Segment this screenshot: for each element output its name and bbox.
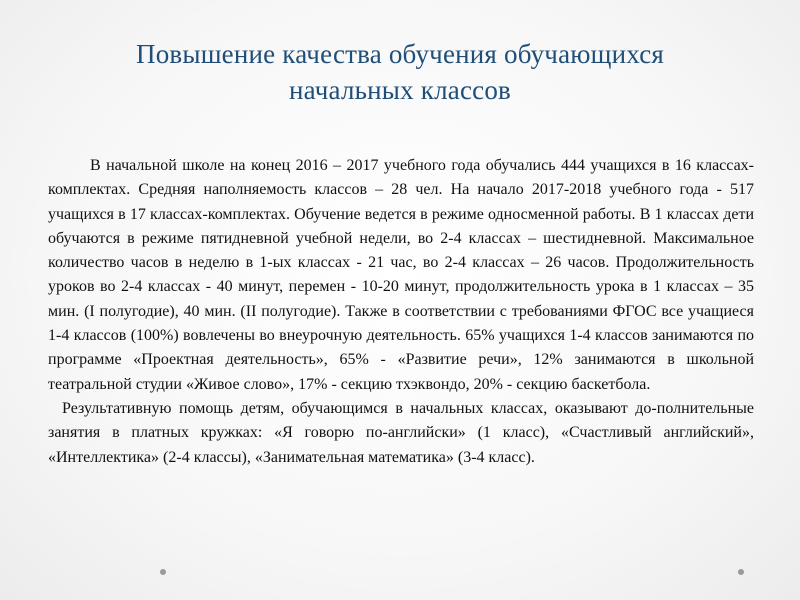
decorative-dot-right — [738, 569, 744, 575]
slide-title — [40, 36, 760, 108]
slide-body — [48, 154, 754, 470]
body-paragraph-1: В начальной школе на конец 2016 – 2017 учебного года обучались 444 учащихся в 16 классах-комплектах. Средняя наполняемость классов – 28 чел. На начало 2017-2018 учебного года - 517 учащихся в 17 классах-комплектах. Обучение ведется в режиме односменной работы. В 1 классах дети обучаются в режиме пятидневной учебной недели, во 2-4 классах – шестидневной. Максимальное количество часов в неделю в 1-ых классах - 21 час, во 2-4 классах – 26 часов. Продолжительность уроков во 2-4 классах - 40 минут, перемен - 10-20 минут, продолжительность урока в 1 классах – 35 мин. (I полугодие), 40 мин. (II полугодие). Также в соответствии с требованиями ФГОС все учащиеся 1-4 классов (100%) вовлечены во внеурочную деятельность. 65% учащихся 1-4 классов занимаются по программе «Проектная деятельность», 65% - «Развитие речи», 12% занимаются в школьной театральной студии «Живое слово», 17% - секцию тхэквондо, 20% - секцию баскетбола. — [48, 157, 754, 393]
body-paragraph-2: Результативную помощь детям, обучающимся в начальных классах, оказывают до-полнительные занятия в платных кружках: «Я говорю по-английски» (1 класс), «Счастливый английский», «Интеллектика» (2-4 классы), «Занимательная математика» (3-4 класс). — [48, 399, 754, 466]
slide-title-line-1: Повышение качества обучения обучающихся — [136, 39, 664, 69]
decorative-dot-left — [160, 569, 166, 575]
slide-title-line-2: начальных классов — [289, 75, 511, 105]
